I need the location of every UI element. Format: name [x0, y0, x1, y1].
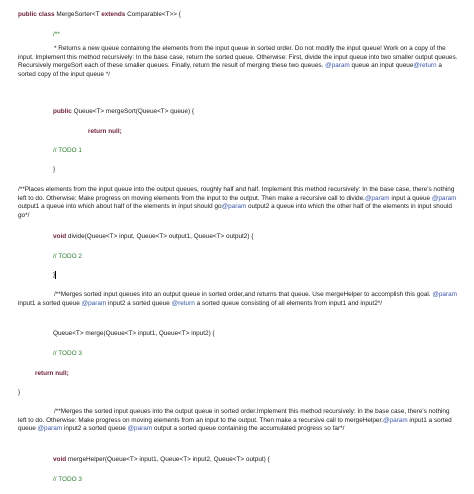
class-declaration — [18, 11, 181, 20]
class-signature-visible: MergeSorter<T extends Comparable<T>> { — [56, 11, 181, 18]
mergesort-doc-text: * Returns a new queue containing the elements from the input queue in sorted order. Do not modify the input queue! Work on a copy of the input. Implement this method recursively: In the base case, return the sorted queue. Otherwise: First, divide the input queue into two smaller output queues. Recursively mergeSort each of these smaller queues. Finally, return the result of merging these two queues. — [18, 45, 460, 70]
divide-javadoc: /**Places elements from the input queue into the output queues, roughly half and half. Implement this method recursively: In the base case, there's nothing left to do. Otherwise: Make progress on moving elements from the input to the output. Then make a recursive call to divide.@param input a queue @param output1 a queue into which about half of the elements in input should go@param output2 a queue into which the other half of the elements in input should go*/ — [18, 186, 459, 219]
mergehelper-doc-param3-tag: @param — [127, 425, 153, 433]
divide-doc-param1-tag: @param — [364, 194, 390, 202]
merge-close-brace: } — [18, 389, 21, 396]
merge-javadoc: /**Merges sorted input queues into an output queue in sorted order,and returns that queue. Use mergeHelper to accomplish this goal. @param input1 a sorted queue @param input2 a sorted queue @return a sorted queue consisting of all elements from input1 and input2*/ — [18, 291, 459, 307]
mergehelper-doc-param1-tag: @param — [383, 416, 408, 424]
mergesort-signature: public Queue<T> mergeSort(Queue<T> queue) { — [53, 108, 195, 115]
merge-doc-param1-tag: @param — [432, 291, 457, 298]
mergehelper-signature: void mergeHelper(Queue<T> input1, Queue<T> input2, Queue<T> output) { — [53, 456, 270, 463]
merge-doc-text: /**Merges sorted input queues into an output queue in sorted order,and returns that queue. Use mergeHelper to accomplish this goal. — [54, 291, 431, 298]
javadoc-open: /** — [53, 31, 60, 38]
todo-1: // TODO 1 — [53, 147, 82, 154]
divide-doc-text: /**Places elements from the input queue into the output queues, roughly half and half. Implement this method recursively: In the base case, there's nothing left to do. Otherwise: Make progress on moving elements from the input to the output. Then make a recursive call to divide. — [18, 186, 457, 202]
todo-3-mergehelper: // TODO 3 — [53, 476, 82, 483]
divide-signature: void divide(Queue<T> input, Queue<T> output1, Queue<T> output2) { — [53, 233, 254, 240]
todo-3-merge: // TODO 3 — [53, 350, 82, 357]
mergesort-doc-param-tag: @param — [325, 62, 350, 70]
merge-signature: Queue<T> merge(Queue<T> input1, Queue<T> input2) { — [53, 330, 215, 337]
divide-close-brace: } — [53, 271, 56, 279]
class-keywords: public class — [18, 11, 57, 18]
merge-return: return null; — [35, 370, 69, 377]
mergesort-doc-return-text: a sorted copy of the input queue */ — [18, 62, 444, 78]
mergesort-return: return null; — [88, 128, 122, 135]
merge-doc-param2-tag: @param — [81, 299, 107, 307]
mergehelper-doc-param2-tag: @param — [37, 425, 63, 433]
mergesort-doc-return-tag: @return — [413, 62, 437, 70]
mergehelper-javadoc: /**Merges the sorted input queues into the output queue in sorted order.Implement this method recursively: In the base case, there's nothing left to do. Otherwise: Make progress on moving elements from an input to the output. Then make a recursive call to mergeHelper.@param input1 a sorted queue @param input2 a sorted queue @param output a sorted queue containing the accumulated progress so far*/ — [18, 408, 454, 433]
divide-doc-param3-tag: @param — [221, 203, 247, 211]
mergesort-close-brace: } — [53, 166, 56, 173]
mergehelper-doc-text: /**Merges the sorted input queues into the output queue in sorted order.Implement this method recursively: In the base case, there's nothing left to do. Otherwise: Make progress on moving elements from an input to the output. Then make a recursive call to mergeHelper. — [18, 408, 452, 424]
merge-doc-return-tag: @return — [171, 299, 195, 307]
text-cursor — [55, 271, 56, 279]
divide-doc-param2-tag: @param — [431, 194, 457, 202]
mergesort-javadoc — [18, 45, 458, 79]
mergesort-doc-param-text: queue an input queue — [349, 62, 414, 70]
todo-2: // TODO 2 — [53, 253, 82, 260]
